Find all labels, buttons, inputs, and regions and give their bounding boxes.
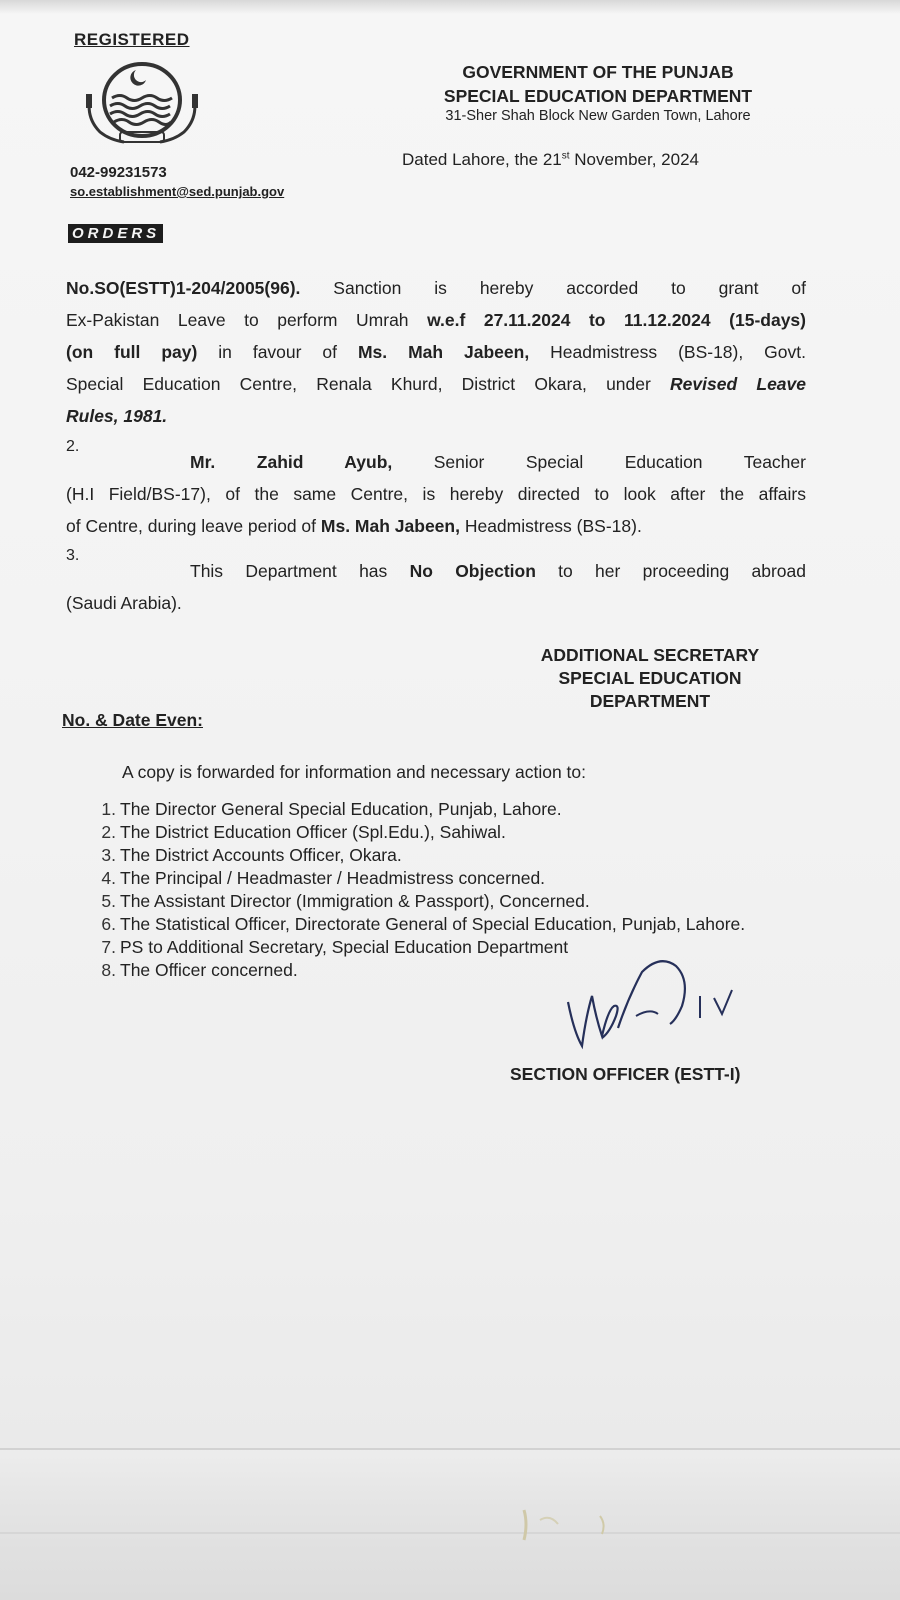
phone-number: 042-99231573 <box>70 164 167 181</box>
underlying-paper <box>0 1448 900 1600</box>
order-paragraph-3: This Department has No Objection to her proceeding abroad (Saudi Arabia). <box>66 561 807 613</box>
government-title: GOVERNMENT OF THE PUNJAB <box>462 62 734 82</box>
punjab-emblem-icon <box>80 58 204 146</box>
registered-label: REGISTERED <box>74 30 190 49</box>
list-item: 1. The Director General Special Education, Punjab, Lahore. <box>101 799 562 819</box>
list-item: 2. The District Education Officer (Spl.Edu.), Sahiwal. <box>101 822 506 842</box>
list-item: 4. The Principal / Headmaster / Headmistress concerned. <box>101 868 546 888</box>
list-item: 8. The Officer concerned. <box>101 960 298 980</box>
department-title: SPECIAL EDUCATION DEPARTMENT <box>443 86 753 106</box>
recipient-list <box>78 798 818 982</box>
additional-secretary-signature-block: ADDITIONAL SECRETARY SPECIAL EDUCATION DEPARTMENT <box>540 645 760 711</box>
page-top-shadow <box>0 0 900 14</box>
email-address: so.establishment@sed.punjab.gov <box>70 184 285 199</box>
order-paragraph-2: Mr. Zahid Ayub, Senior Special Education Teacher (H.I Field/BS-17), of the same Centre, is hereby directed to look after the affairs of Centre, during leave period of Ms. Mah Jabeen, Headmistress (BS-18). <box>66 452 806 536</box>
section-officer-signature-block: SECTION OFFICER (ESTT-I) <box>510 1064 741 1084</box>
handwritten-signature-icon <box>560 958 760 1078</box>
paper-edge <box>0 1448 900 1450</box>
paper-marks-icon <box>510 1500 620 1550</box>
order-paragraph-1: No.SO(ESTT)1-204/2005(96). Sanction is hereby accorded to grant of Ex-Pakistan Leave to perform Umrah w.e.f 27.11.2024 to 11.12.2024 (15-days) (on full pay) in favour of Ms. Mah Jabeen, Headmistress (BS-18), Govt. Special Education Centre, Renala Khurd, District Okara, under Revised Leave Rules, 1981. <box>66 278 806 426</box>
paragraph-3-number: 3. <box>66 547 80 564</box>
orders-label: ORDERS <box>68 224 163 243</box>
department-address: 31-Sher Shah Block New Garden Town, Lahore <box>445 108 751 124</box>
list-item: 7. PS to Additional Secretary, Special Education Department <box>101 937 569 957</box>
paragraph-2-number: 2. <box>66 438 80 455</box>
list-item: 5. The Assistant Director (Immigration & Passport), Concerned. <box>101 891 590 911</box>
dated-line: Dated Lahore, the 21st November, 2024 <box>402 150 699 169</box>
list-item: 3. The District Accounts Officer, Okara. <box>101 845 402 865</box>
list-item: 6. The Statistical Officer, Directorate General of Special Education, Punjab, Lahore. <box>101 914 746 934</box>
paper-edge <box>0 1532 900 1534</box>
no-date-even-label: No. & Date Even: <box>62 710 203 730</box>
copy-forward-text: A copy is forwarded for information and necessary action to: <box>122 762 586 782</box>
